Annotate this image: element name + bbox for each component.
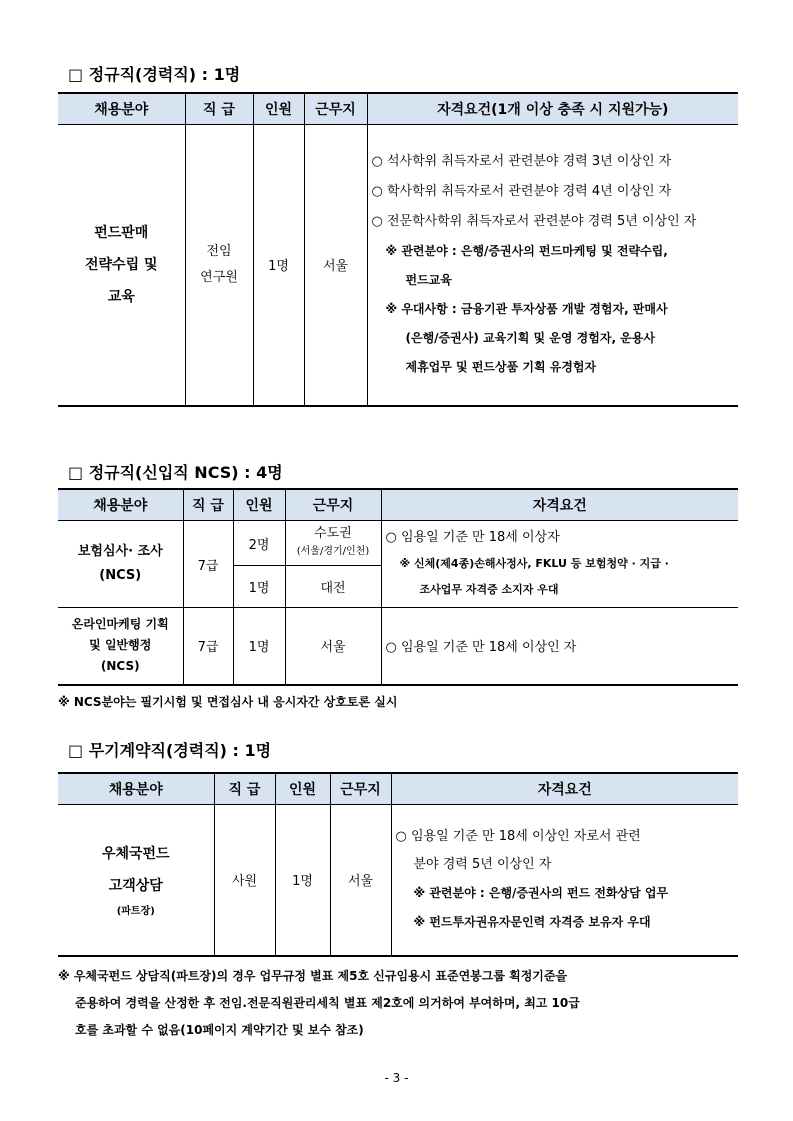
page-number: - 3 -: [384, 1071, 409, 1085]
header-grade: 직 급: [214, 773, 275, 805]
header-location: 근무지: [304, 93, 367, 125]
section1-title: □ 정규직(경력직) : 1명: [68, 65, 241, 84]
header-grade: 직 급: [183, 489, 233, 521]
count-cell: 1명: [253, 125, 304, 406]
header-location: 근무지: [330, 773, 391, 805]
header-count: 인원: [233, 489, 285, 521]
field-cell: 우체국펀드 고객상담 (파트장): [58, 805, 214, 956]
count-cell: 1명: [275, 805, 330, 956]
section2-footnote: ※ NCS분야는 필기시험 및 면접심사 내 응시자간 상호토론 실시: [58, 695, 398, 709]
field-cell-insurance: 보험심사· 조사 (NCS): [58, 521, 183, 608]
header-requirements: 자격요건(1개 이상 충족 시 지원가능): [367, 93, 738, 125]
section2-table: [58, 488, 738, 686]
note-preferred: ※ 우대사항 : 금융기관 투자상품 개발 경험자, 판매사 (은행/증권사) 교육기획 및 운영 경험자, 운용사 제휴업무 및 펀드상품 기획 유경험자: [385, 302, 668, 375]
count-cell-metro: 2명: [233, 521, 285, 566]
header-field: 채용분야: [58, 773, 214, 805]
requirements-cell-online-marketing: ○ 임용일 기준 만 18세 이상인 자: [381, 608, 738, 685]
section3-title: □ 무기계약직(경력직) : 1명: [68, 741, 272, 760]
location-cell-metro: 수도권 (서울/경기/인천): [285, 521, 381, 566]
location-cell: 서울: [285, 608, 381, 685]
location-cell: 서울: [304, 125, 367, 406]
section3-table: [58, 772, 738, 957]
section1-table: [58, 92, 738, 407]
section2-title: □ 정규직(신입직 NCS) : 4명: [68, 463, 283, 482]
header-count: 인원: [275, 773, 330, 805]
header-requirements: 자격요건: [391, 773, 738, 805]
header-field: 채용분야: [58, 489, 183, 521]
requirements-cell: ○ 임용일 기준 만 18세 이상인 자로서 관련 분야 경력 5년 이상인 자 ※ 관련분야 : 은행/증권사의 펀드 전화상담 업무 ※ 펀드투자권유자문인력 자격증 보유자 우대: [391, 805, 738, 956]
grade-cell: 사원: [214, 805, 275, 956]
field-cell: 펀드판매 전략수립 및 교육: [58, 125, 185, 406]
location-cell-daejeon: 대전: [285, 566, 381, 608]
field-cell-online-marketing: 온라인마케팅 기획 및 일반행정 (NCS): [58, 608, 183, 685]
section3-footnote: ※ 우체국펀드 상담직(파트장)의 경우 업무규정 별표 제5호 신규임용시 표준연봉그룹 획정기준을 준용하여 경력을 산정한 후 전임.전문직원관리세칙 별표 제2호에 의거하여 부여하며, 최고 10급 호를 초과할 수 없음(10페이지 계약기간 및 보수 참조): [58, 969, 580, 1037]
header-field: 채용분야: [58, 93, 185, 125]
note-insurance: ※ 신체(제4종)손해사정사, FKLU 등 보험청약 · 지급 · 조사업무 자격증 소지자 우대: [399, 557, 669, 596]
grade-cell: 7급: [183, 608, 233, 685]
header-count: 인원: [253, 93, 304, 125]
grade-cell: 전임 연구원: [185, 125, 253, 406]
count-cell: 1명: [233, 608, 285, 685]
requirements-cell: ○ 석사학위 취득자로서 관련분야 경력 3년 이상인 자 ○ 학사학위 취득자로서 관련분야 경력 4년 이상인 자 ○ 전문학사학위 취득자로서 관련분야 경력 5년 이상인 자 ※ 관련분야 : 은행/증권사의 펀드마케팅 및 전략수립, 펀드교육 ※ 우대사항 : 금융기관 투자상품 개발 경험자, 판매사 (은행/증권사) 교육기획 및 운영 경험자, 운용사 제휴업무 및 펀드상품 기획 유경험자: [367, 125, 738, 406]
count-cell-daejeon: 1명: [233, 566, 285, 608]
header-location: 근무지: [285, 489, 381, 521]
requirements-cell-insurance: ○ 임용일 기준 만 18세 이상자 ※ 신체(제4종)손해사정사, FKLU 등 보험청약 · 지급 · 조사업무 자격증 소지자 우대: [381, 521, 738, 608]
header-grade: 직 급: [185, 93, 253, 125]
location-cell: 서울: [330, 805, 391, 956]
header-requirements: 자격요건: [381, 489, 738, 521]
note-related-field: ※ 관련분야 : 은행/증권사의 펀드마케팅 및 전략수립, 펀드교육: [385, 244, 668, 288]
note-preferred: ※ 펀드투자권유자문인력 자격증 보유자 우대: [413, 914, 651, 929]
grade-cell: 7급: [183, 521, 233, 608]
note-related-field: ※ 관련분야 : 은행/증권사의 펀드 전화상담 업무: [413, 885, 669, 900]
